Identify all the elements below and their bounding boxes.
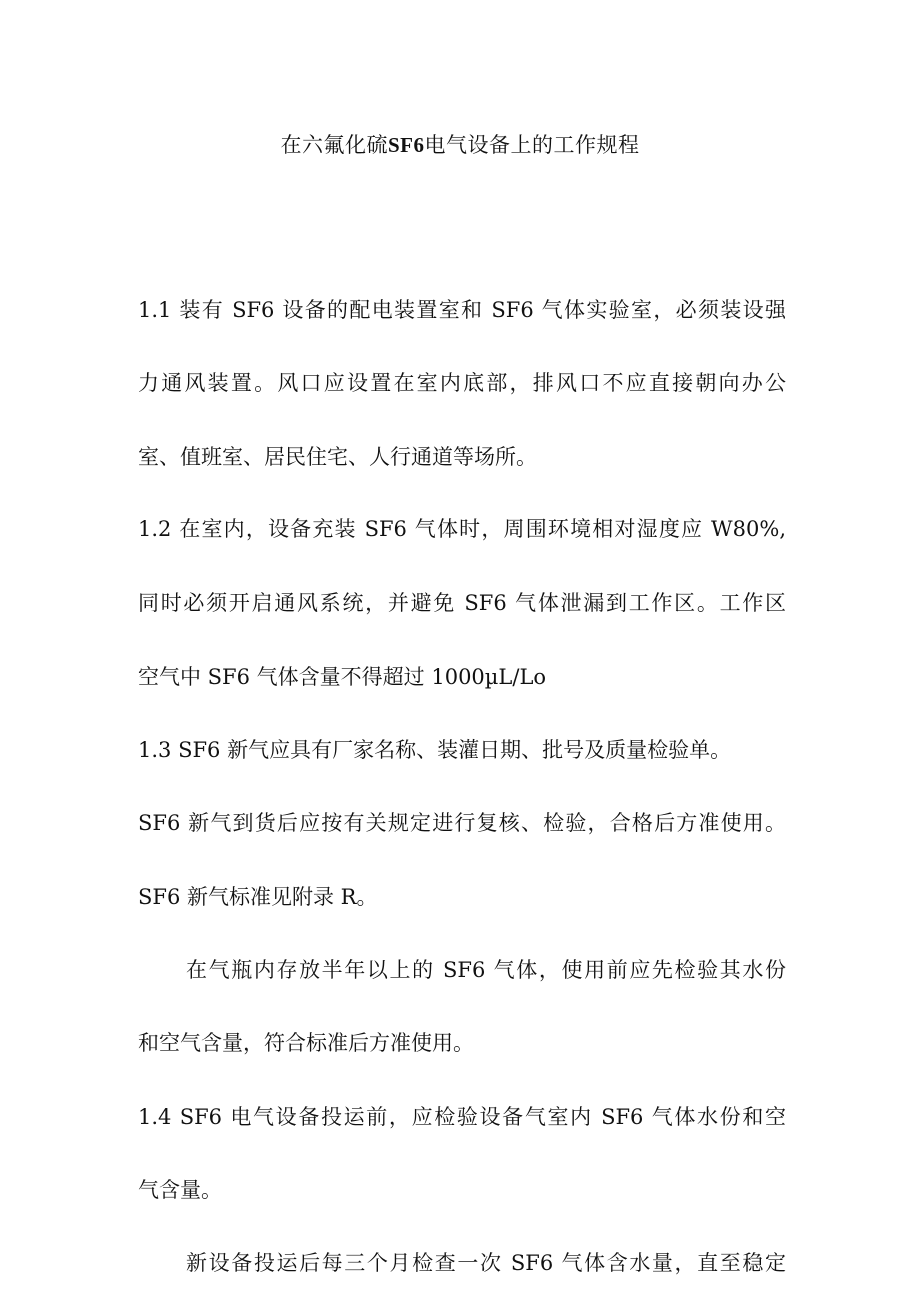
title-prefix: 在六氟化硫 xyxy=(280,133,388,157)
text-line: 新设备投运后每三个月检查一次 SF6 气体含水量，直至稳定 xyxy=(186,1251,786,1275)
document-title xyxy=(0,130,920,160)
text-line: 1.1 装有 SF6 设备的配电装置室和 SF6 气体实验室，必须装设强 xyxy=(138,298,786,322)
text-line: 和空气含量，符合标准后方准使用。 xyxy=(138,1031,474,1055)
text-line: 力通风装置。风口应设置在室内底部，排风口不应直接朝向办公 xyxy=(138,371,786,395)
title-bold-sf6: SF6 xyxy=(387,133,425,157)
text-line: SF6 新气到货后应按有关规定进行复核、检验，合格后方准使用。 xyxy=(138,811,786,835)
text-line: SF6 新气标准见附录 R。 xyxy=(138,885,378,909)
text-line: 空气中 SF6 气体含量不得超过 1000µL/Lo xyxy=(138,665,547,689)
title-suffix: 电气设备上的工作规程 xyxy=(424,133,640,157)
text-line: 同时必须开启通风系统，并避免 SF6 气体泄漏到工作区。工作区 xyxy=(138,591,786,615)
text-line: 室、值班室、居民住宅、人行通道等场所。 xyxy=(138,445,537,469)
text-line: 1.4 SF6 电气设备投运前，应检验设备气室内 SF6 气体水份和空 xyxy=(138,1105,786,1129)
text-line: 1.2 在室内，设备充装 SF6 气体时，周围环境相对湿度应 W80%, xyxy=(138,517,786,541)
text-line: 在气瓶内存放半年以上的 SF6 气体，使用前应先检验其水份 xyxy=(186,958,786,982)
text-line: 气含量。 xyxy=(138,1178,222,1202)
text-line: 1.3 SF6 新气应具有厂家名称、装灌日期、批号及质量检验单。 xyxy=(138,738,732,762)
